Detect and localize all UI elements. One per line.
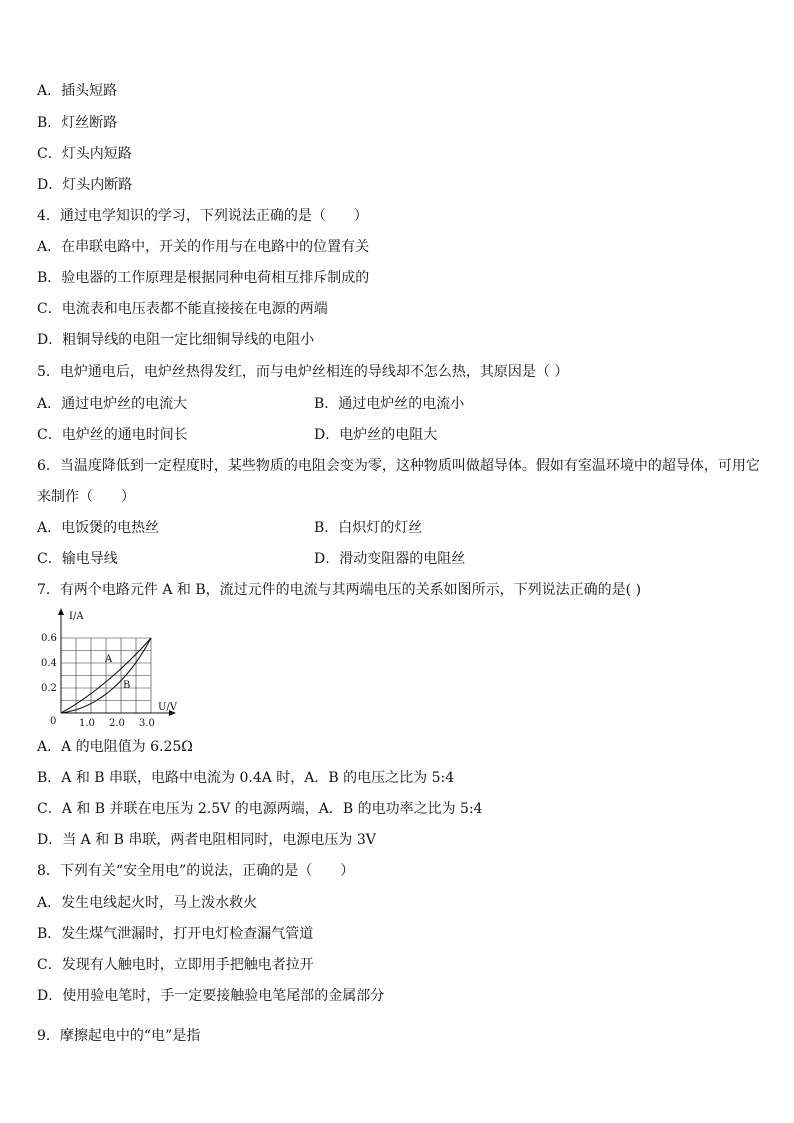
q7-option-c: C．A 和 B 并联在电压为 2.5V 的电源两端，A．B 的电功率之比为 5:4 [37, 801, 483, 817]
q7-option-d: D．当 A 和 B 串联，两者电阻相同时，电源电压为 3V [37, 832, 376, 848]
q4-stem: 4．通过电学知识的学习，下列说法正确的是（ ） [37, 208, 368, 224]
x-tick-3-0: 3.0 [139, 718, 155, 729]
q6-stem-line-1: 6．当温度降低到一定程度时，某些物质的电阻会变为零，这种物质叫做超导体。假如有室温环境中的超导体，可用它 [37, 458, 760, 474]
q8-stem: 8．下列有关“安全用电”的说法，正确的是（ ） [37, 863, 355, 879]
q4-option-c: C．电流表和电压表都不能直接接在电源的两端 [37, 301, 328, 317]
q3-option-c: C．灯头内短路 [37, 146, 132, 162]
curve-a-label: A [105, 654, 113, 665]
graph-axes [58, 608, 176, 716]
x-axis-label: U/V [158, 702, 178, 713]
q7-stem: 7．有两个电路元件 A 和 B，流过元件的电流与其两端电压的关系如图所示，下列说法正确的是( ) [37, 582, 642, 598]
q7-option-a: A．A 的电阻值为 6.25Ω [37, 739, 193, 755]
y-axis-label: I/A [69, 611, 84, 622]
x-tick-1-0: 1.0 [79, 718, 95, 729]
q5-option-d: D．电炉丝的电阻大 [314, 427, 438, 443]
q9-stem: 9．摩擦起电中的“电”是指 [37, 1028, 201, 1044]
y-tick-0-6: 0.6 [41, 633, 57, 644]
q3-option-a: A．插头短路 [37, 83, 118, 99]
q7-option-b: B．A 和 B 串联，电路中电流为 0.4A 时，A．B 的电压之比为 5:4 [37, 770, 455, 786]
q6-option-c: C．输电导线 [37, 551, 118, 567]
q6-option-d: D．滑动变阻器的电阻丝 [314, 551, 466, 567]
origin-label: 0 [50, 716, 57, 727]
q3-option-d: D．灯头内断路 [37, 177, 133, 193]
iv-graph [36, 606, 186, 732]
q6-option-a: A．电饭煲的电热丝 [37, 520, 160, 536]
q6-stem-line-2: 来制作（ ） [37, 489, 135, 505]
q5-option-c: C．电炉丝的通电时间长 [37, 427, 188, 443]
q5-option-a: A．通过电炉丝的电流大 [37, 396, 188, 412]
graph-grid [61, 638, 151, 713]
q4-option-b: B．验电器的工作原理是根据同种电荷相互排斥制成的 [37, 270, 370, 286]
curve-b-label: B [123, 680, 131, 691]
q6-option-b: B．白炽灯的灯丝 [314, 520, 423, 536]
q4-option-d: D．粗铜导线的电阻一定比细铜导线的电阻小 [37, 332, 315, 348]
y-tick-0-4: 0.4 [41, 658, 57, 669]
q8-option-c: C．发现有人触电时，立即用手把触电者拉开 [37, 957, 314, 973]
q5-stem: 5．电炉通电后，电炉丝热得发红，而与电炉丝相连的导线却不怎么热，其原因是（ ） [37, 364, 569, 380]
q3-option-b: B．灯丝断路 [37, 115, 118, 131]
q4-option-a: A．在串联电路中，开关的作用与在电路中的位置有关 [37, 239, 370, 255]
x-tick-2-0: 2.0 [109, 718, 125, 729]
q8-option-a: A．发生电线起火时，马上泼水救火 [37, 895, 258, 911]
q8-option-d: D．使用验电笔时，手一定要接触验电笔尾部的金属部分 [37, 988, 385, 1004]
q8-option-b: B．发生煤气泄漏时，打开电灯检查漏气管道 [37, 926, 314, 942]
q5-option-b: B．通过电炉丝的电流小 [314, 396, 465, 412]
y-tick-0-2: 0.2 [41, 683, 57, 694]
